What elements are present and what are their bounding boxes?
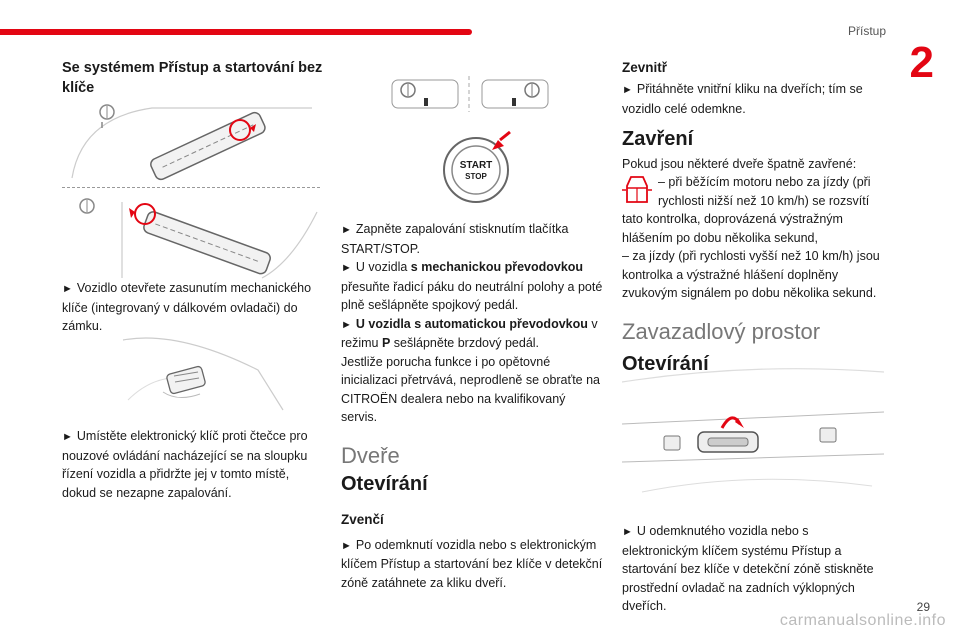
condition-high-speed: – za jízdy (při rychlosti vyšší než 10 km/h) jsou kontrolka a výstražné hlášení doplněny zvukovým signálem po dobu několika sekund. <box>622 249 880 300</box>
warning-line-block <box>622 173 884 210</box>
column-1-text-a <box>62 279 324 336</box>
stop-label: STOP <box>465 172 487 181</box>
instruction-emergency-reader: ► Umístěte elektronický klíč proti čtečce pro nouzové ovládání nacházející se na sloupku řízení vozidla a přidržte jej v tomto místě, dokud se nezapne zapalování. <box>62 429 308 500</box>
chapter-title-doors: Dveře <box>341 442 400 468</box>
steering-wheel-icons <box>390 76 550 112</box>
instruction-tailgate-open: ► U odemknutého vozidla nebo s elektronickým klíčem systému Přístup a startování bez klíče v detekční zóně stiskněte prostřední ovladač na zadních výklopných dveřích. <box>622 524 874 613</box>
condition-low-speed: – při běžícím motoru nebo za jízdy (při rychlosti nižší než 10 km/h) se rozsvítí <box>658 175 871 208</box>
tailgate-switch-illustration <box>622 362 884 512</box>
instruction-auto-gearbox: ► U vozidla s automatickou převodovkou v režimu P sešlápněte brzdový pedál. <box>341 316 598 350</box>
section-label: Přístup <box>847 24 886 38</box>
instruction-outside-handle: ► Po odemknutí vozidla nebo s elektronickým klíčem Přístup a startování bez klíče v detekční zóně zatáhnete za kliku dveří. <box>341 537 603 590</box>
door-open-warning-icon <box>622 174 652 206</box>
instruction-manual-gearbox: ► U vozidla s mechanickou převodovkou přesuňte řadicí páku do neutrální polohy a poté plně sešlápněte spojkový pedál. <box>341 260 603 312</box>
chapter-title-boot: Zavazadlový prostor <box>622 318 821 344</box>
closing-intro: Pokud jsou některé dveře špatně zavřené: <box>622 156 857 171</box>
malfunction-note: Jestliže porucha funkce i po opětovné inicializaci přetrvává, neprodleně se obraťte na CITROËN dealera nebo na kvalifikovaný servis. <box>341 354 601 424</box>
instruction-start-stop: ► Zapněte zapalování stisknutím tlačítka START/STOP. <box>341 222 569 256</box>
watermark: carmanualsonline.info <box>779 612 946 629</box>
steering-column-reader-illustration <box>118 330 288 416</box>
column-2-text <box>341 220 603 592</box>
column-3-text-b <box>622 522 884 616</box>
chapter-number: 2 <box>909 38 934 87</box>
page-number: 29 <box>916 600 930 614</box>
instruction-mechanical-key: ► Vozidlo otevřete zasunutím mechanického klíče (integrovaný v dálkovém ovladači) do zámku. <box>62 281 312 333</box>
section-title-boot-opening: Otevírání <box>622 353 709 375</box>
start-label: START <box>459 160 493 171</box>
section-title-opening: Otevírání <box>341 473 428 495</box>
sub-title-outside: Zvenčí <box>341 511 384 527</box>
warning-light-description: tato kontrolka, doprovázená výstražným hlášením po dobu několika sekund, <box>622 212 843 245</box>
instruction-inside-handle: ► Přitáhněte vnitřní kliku na dveřích; tím se vozidlo celé odemkne. <box>622 82 863 116</box>
header-accent-bar <box>0 29 472 35</box>
section-title-closing: Zavření <box>622 128 694 150</box>
door-lock-illustration-2 <box>62 192 320 280</box>
figure-separator <box>62 187 320 188</box>
column-1-text-b <box>62 427 324 502</box>
start-stop-button-figure <box>440 128 520 208</box>
door-lock-illustration-1 <box>62 98 320 186</box>
column-3-text <box>622 58 884 374</box>
sub-title-inside: Zevnitř <box>622 60 668 75</box>
keyless-heading: Se systémem Přístup a startování bez klíče <box>62 60 323 96</box>
